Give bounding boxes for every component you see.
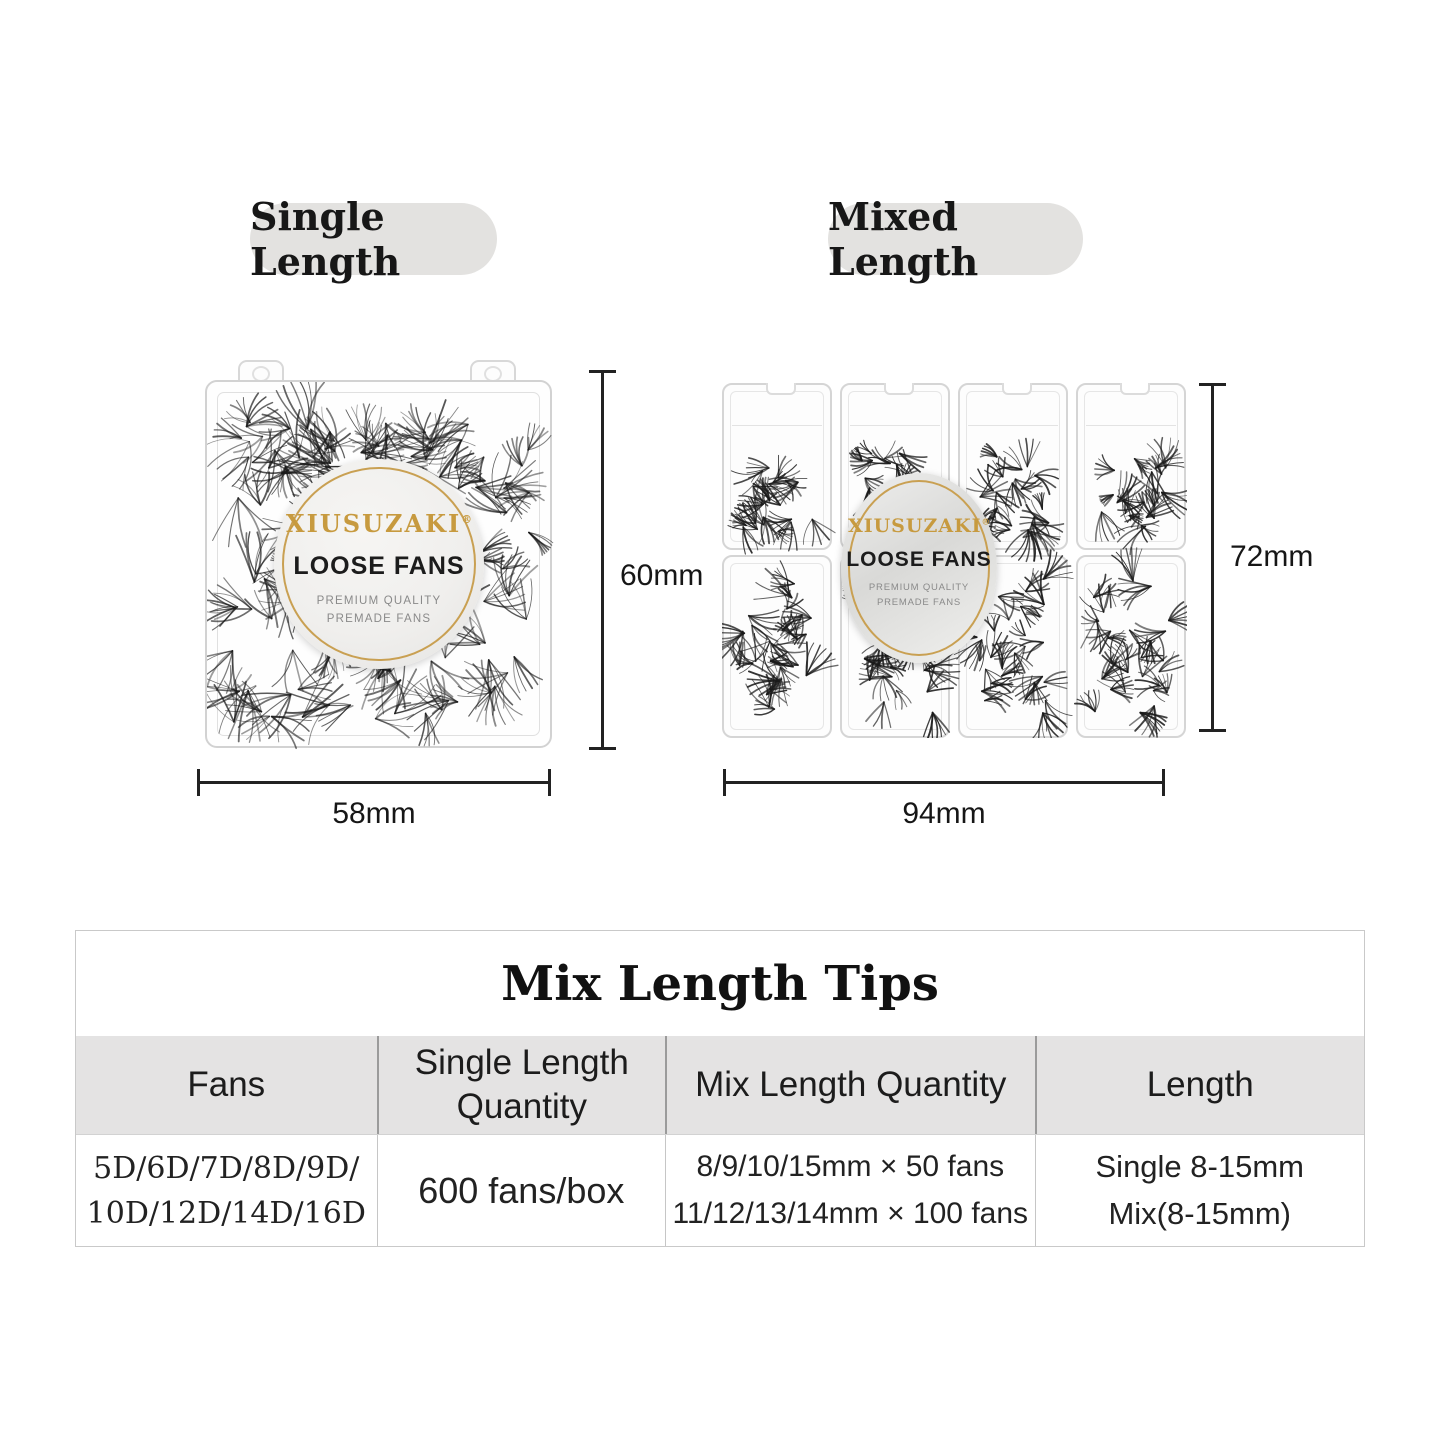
dimension-line-94mm <box>723 781 1165 784</box>
table-title: Mix Length Tips <box>501 955 939 1012</box>
header-single-length-quantity: Single Length Quantity <box>377 1036 666 1134</box>
brand-name: XIUSUZAKI® <box>847 515 991 537</box>
brand-name: XIUSUZAKI® <box>285 509 473 538</box>
cell-length: Single 8-15mm Mix(8-15mm) <box>1035 1135 1364 1246</box>
caption-mixed-length-text: Mixed Length <box>828 194 979 284</box>
registered-mark: ® <box>981 517 991 528</box>
product-subtitle: PREMIUM QUALITY PREMADE FANS <box>316 595 442 625</box>
caption-single-length <box>250 194 497 284</box>
caption-single-length-text: Single Length <box>250 194 401 284</box>
header-length: Length <box>1035 1036 1364 1134</box>
dimension-label-60mm: 60mm <box>620 559 704 592</box>
product-title: LOOSE FANS <box>846 548 992 571</box>
box-hinge-right <box>470 360 516 382</box>
cell-single-quantity: 600 fans/box <box>377 1135 666 1246</box>
dimension-line-58mm <box>197 781 551 784</box>
product-subtitle: PREMIUM QUALITY PREMADE FANS <box>868 582 970 608</box>
spec-table <box>75 930 1365 1247</box>
brand-label-oval <box>841 473 997 663</box>
product-title: LOOSE FANS <box>293 552 465 580</box>
dimension-label-72mm: 72mm <box>1230 540 1314 573</box>
brand-label-round <box>274 459 484 669</box>
table-header-row <box>76 1036 1364 1134</box>
table-data-row <box>76 1134 1364 1246</box>
registered-mark: ® <box>461 513 473 526</box>
dimension-line-72mm <box>1211 383 1214 732</box>
header-fans: Fans <box>187 1065 266 1104</box>
box-hinge-left <box>238 360 284 382</box>
dimension-label-58mm: 58mm <box>332 797 416 830</box>
cell-mix-quantity: 8/9/10/15mm × 50 fans 11/12/13/14mm × 100 fans <box>665 1135 1034 1246</box>
dimension-line-60mm <box>601 370 604 750</box>
caption-mixed-length <box>828 194 1083 284</box>
cell-fans: 5D/6D/7D/8D/9D/ 10D/12D/14D/16D <box>86 1150 366 1231</box>
header-mix-length-quantity: Mix Length Quantity <box>665 1036 1034 1134</box>
dimension-label-94mm: 94mm <box>902 797 986 830</box>
